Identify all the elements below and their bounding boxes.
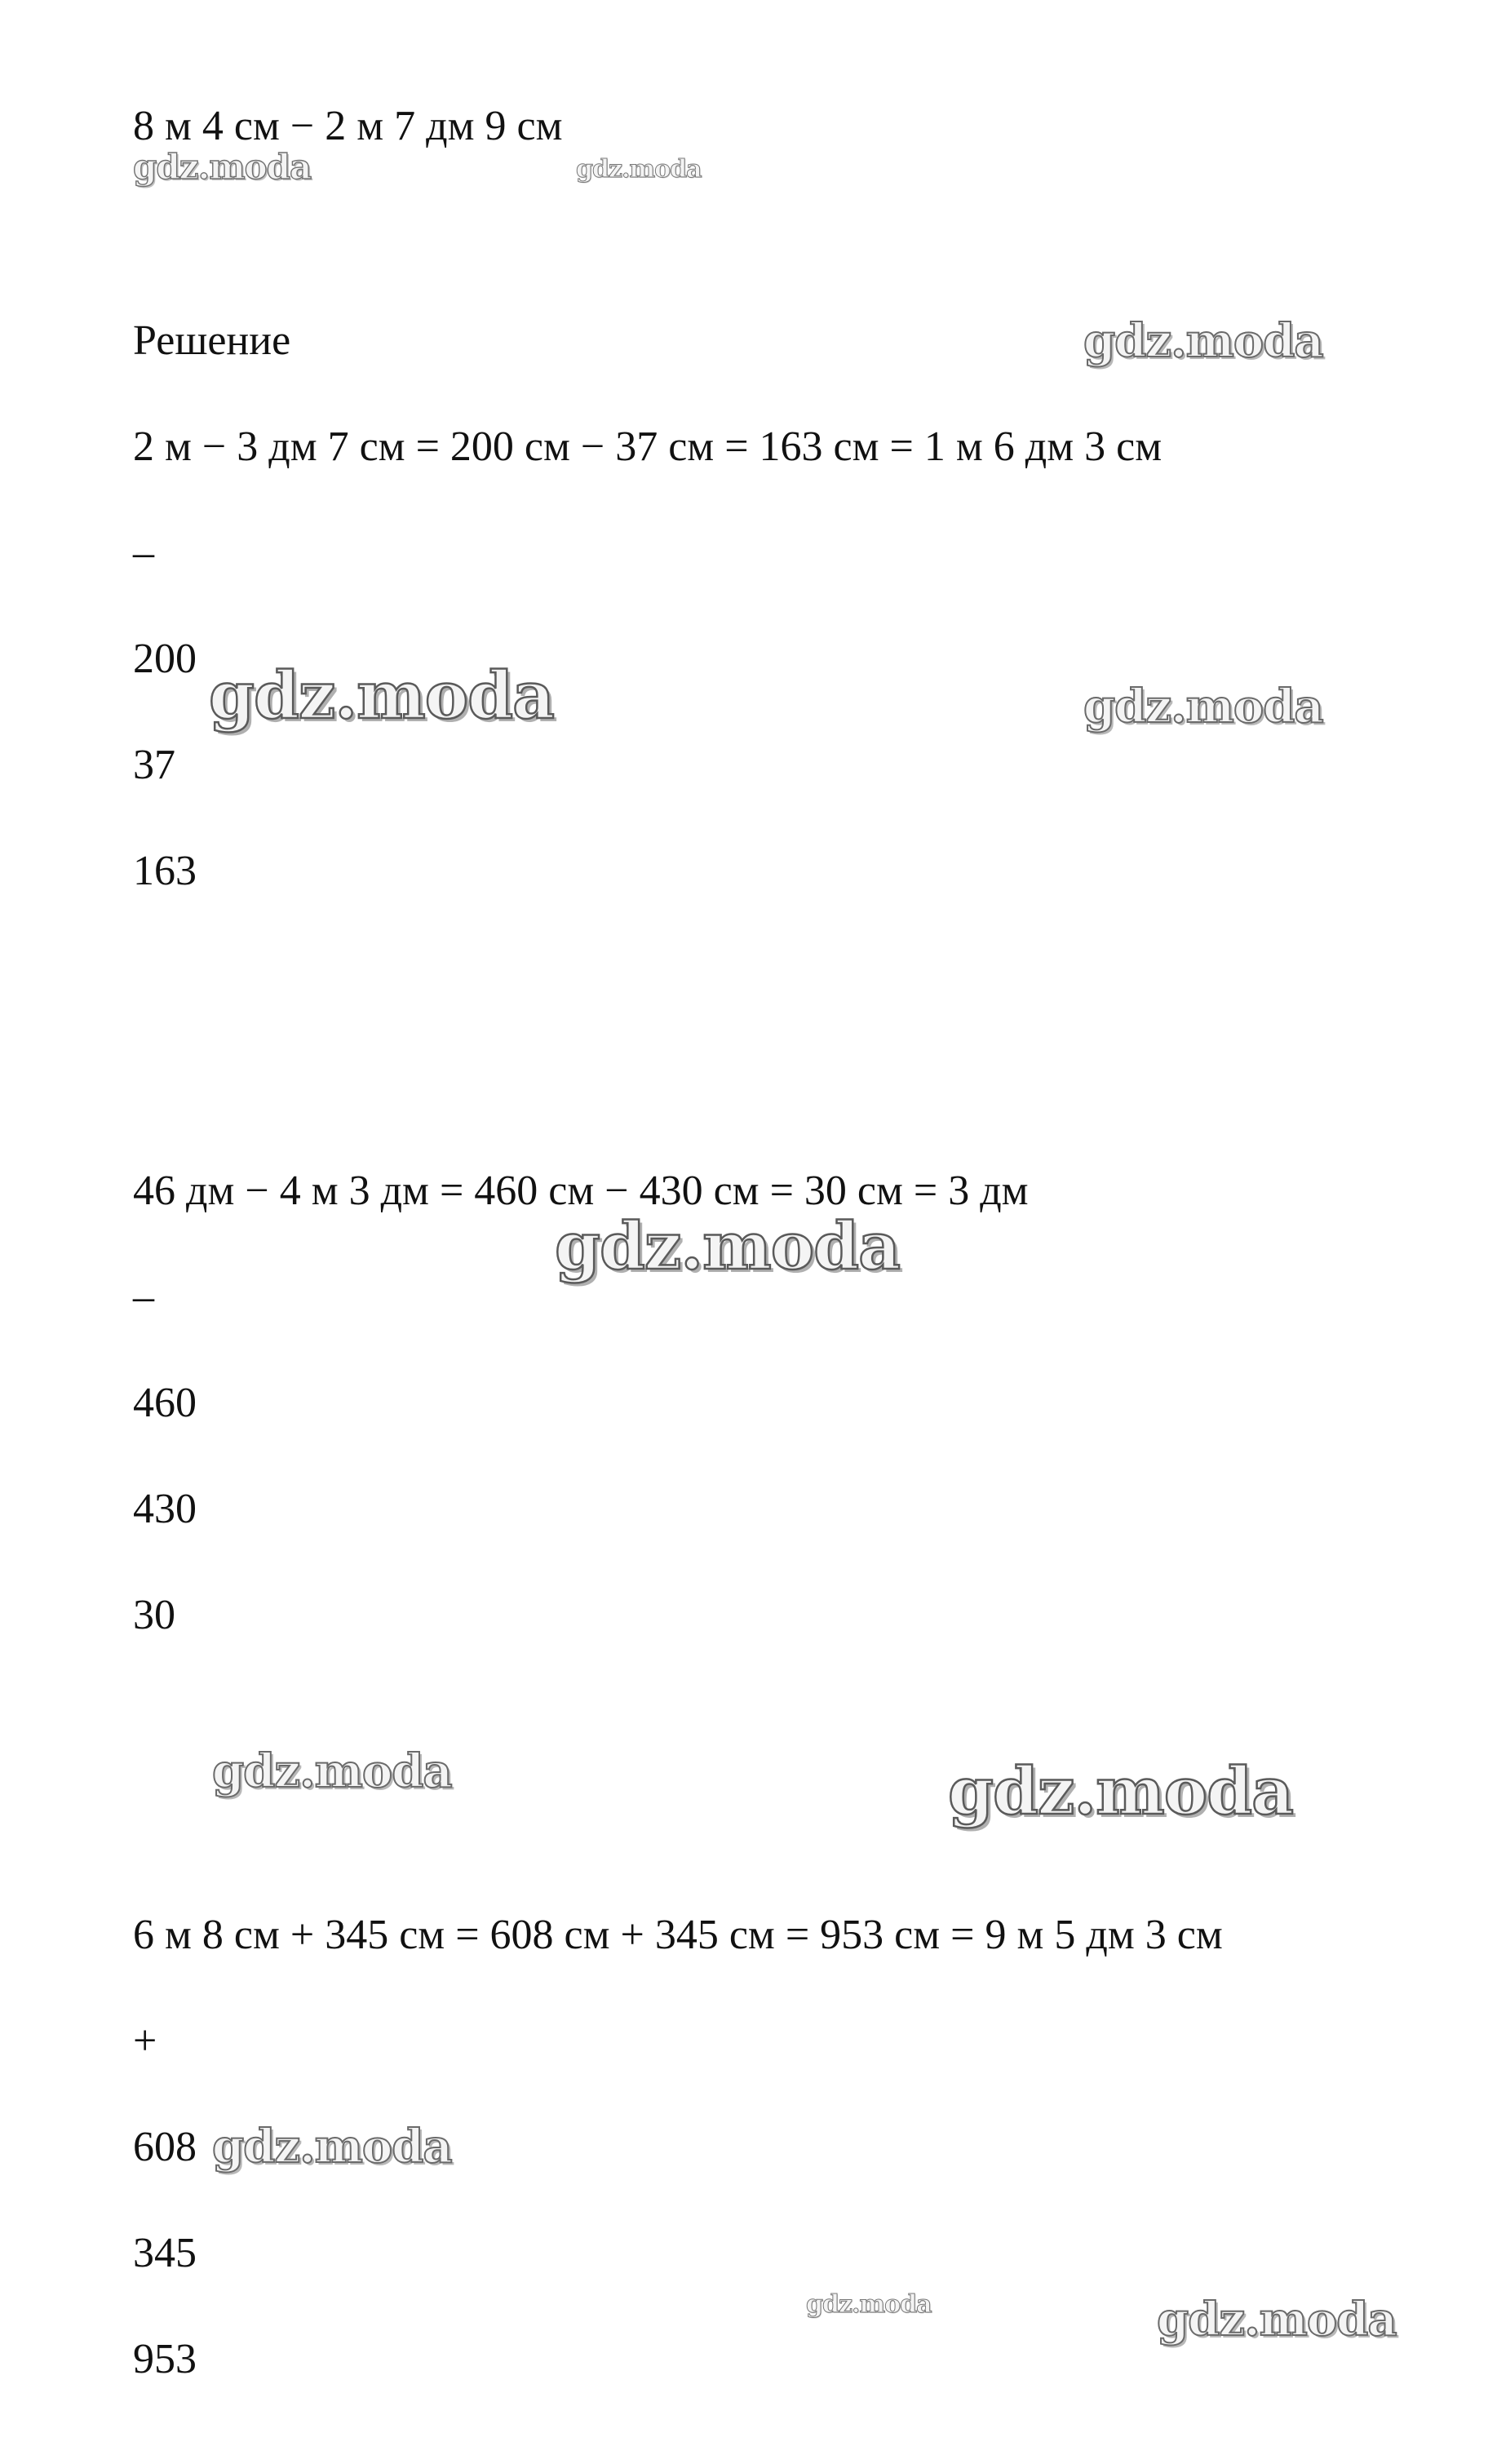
operator-3: + <box>133 2018 157 2064</box>
watermark: gdz.moda <box>1083 680 1323 733</box>
watermark: gdz.moda <box>133 147 312 187</box>
watermark: gdz.moda <box>948 1753 1293 1829</box>
watermark: gdz.moda <box>576 155 702 184</box>
column-bottom-2: 430 <box>133 1486 197 1532</box>
watermark: gdz.moda <box>1083 314 1323 368</box>
watermark: gdz.moda <box>1157 2293 1397 2347</box>
watermark: gdz.moda <box>212 2120 452 2174</box>
column-bottom-3: 345 <box>133 2230 197 2276</box>
column-top-2: 460 <box>133 1380 197 1426</box>
column-result-3: 953 <box>133 2336 197 2382</box>
column-bottom-1: 37 <box>133 742 175 788</box>
equation-3: 6 м 8 см + 345 см = 608 см + 345 см = 953 см = 9 м 5 дм 3 см <box>133 1912 1223 1958</box>
equation-1: 2 м − 3 дм 7 см = 200 см − 37 см = 163 см = 1 м 6 дм 3 см <box>133 423 1162 470</box>
column-top-1: 200 <box>133 636 197 682</box>
task-line: 8 м 4 см − 2 м 7 дм 9 см <box>133 103 563 149</box>
watermark: gdz.moda <box>212 1744 452 1798</box>
solution-heading: Решение <box>133 317 291 364</box>
operator-2: – <box>133 1274 154 1320</box>
watermark: gdz.moda <box>555 1208 900 1284</box>
watermark: gdz.moda <box>806 2290 932 2319</box>
column-top-3: 608 <box>133 2124 197 2170</box>
watermark: gdz.moda <box>209 657 554 733</box>
operator-1: – <box>133 530 154 576</box>
column-result-1: 163 <box>133 848 197 894</box>
equation-2: 46 дм − 4 м 3 дм = 460 см − 430 см = 30 см = 3 дм <box>133 1168 1029 1214</box>
column-result-2: 30 <box>133 1592 175 1638</box>
